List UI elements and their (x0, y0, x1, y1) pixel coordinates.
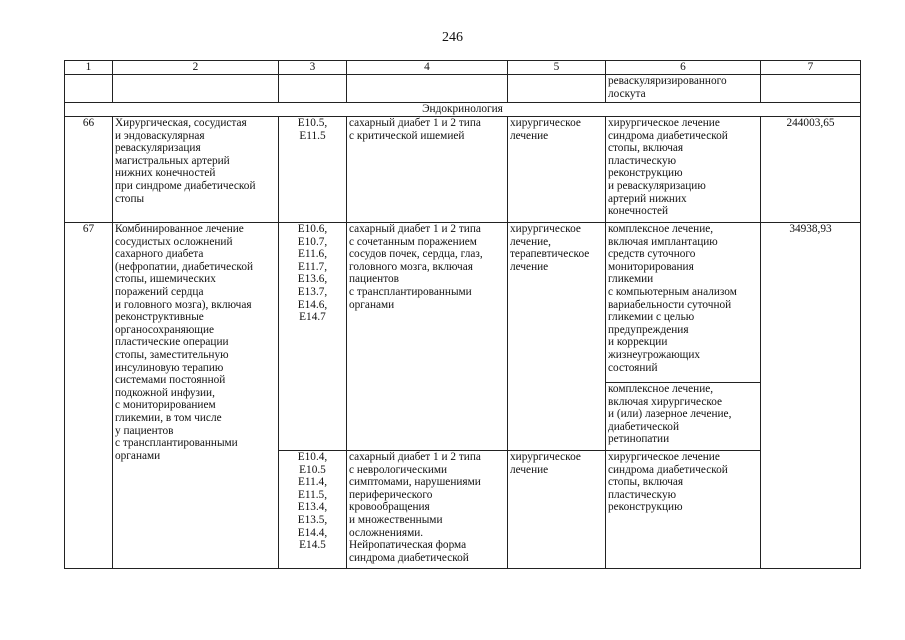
treatment-type: хирургическое лечение (508, 451, 606, 569)
procedure-name: Хирургическая, сосудистая и эндоваскулярная реваскуляризация магистральных артерий нижних конечностей при синдроме диабетической стопы (113, 117, 279, 223)
continuation-method-cell (606, 75, 761, 103)
column-header: 1 (65, 61, 113, 75)
column-header: 5 (508, 61, 606, 75)
section-row (65, 103, 861, 117)
icd-codes: E10.6, E10.7, E11.6, E11.7, E13.6, E13.7, E14.6, E14.7 (279, 223, 347, 451)
cost-value: 34938,93 (761, 223, 861, 569)
row-number: 66 (65, 117, 113, 223)
column-header: 2 (113, 61, 279, 75)
table-row-67 (65, 223, 861, 383)
column-header: 3 (279, 61, 347, 75)
patient-model: сахарный диабет 1 и 2 типа с неврологическими симптомами, нарушениями периферического кровообращения и множественными осложнениями. Нейропатическая форма синдрома диабетической (347, 451, 508, 569)
column-header: 4 (347, 61, 508, 75)
treatment-type: хирургическое лечение, терапевтическое лечение (508, 223, 606, 451)
section-title: Эндокринология (65, 103, 861, 117)
cost-value: 244003,65 (761, 117, 861, 223)
procedures-table (64, 60, 861, 569)
treatment-method: хирургическое лечение синдрома диабетической стопы, включая пластическую реконструкцию (606, 451, 761, 569)
row-number: 67 (65, 223, 113, 569)
procedure-name: Комбинированное лечение сосудистых осложнений сахарного диабета (нефропатии, диабетической стопы, ишемических поражений сердца и головного мозга), включая реконструктивные органосохраняющие пластические операции стопы, заместительную инсулиновую терапию системами постоянной подкожной инфузии, с мониторированием гликемии, в том числе у пациентов с трансплантированными органами (113, 223, 279, 569)
icd-codes: E10.5, E11.5 (279, 117, 347, 223)
column-header: 6 (606, 61, 761, 75)
treatment-method: хирургическое лечение синдрома диабетической стопы, включая пластическую реконструкцию и реваскуляризацию артерий нижних конечностей (606, 117, 761, 223)
treatment-method: комплексное лечение, включая хирургическое и (или) лазерное лечение, диабетической ретинопатии (606, 383, 761, 451)
column-header-row (65, 61, 861, 75)
continuation-row (65, 75, 861, 103)
treatment-method: комплексное лечение, включая имплантацию средств суточного мониторирования гликемии с компьютерным анализом вариабельности суточной гликемии с целью предупреждения и коррекции жизнеугрожающих состояний (606, 223, 761, 383)
table-row-66 (65, 117, 861, 223)
patient-model: сахарный диабет 1 и 2 типа с сочетанным поражением сосудов почек, сердца, глаз, головного мозга, включая пациентов с трансплантированными органами (347, 223, 508, 451)
treatment-type: хирургическое лечение (508, 117, 606, 223)
patient-model: сахарный диабет 1 и 2 типа с критической ишемией (347, 117, 508, 223)
icd-codes: E10.4, E10.5 E11.4, E11.5, E13.4, E13.5, E14.4, E14.5 (279, 451, 347, 569)
method-text: реваскуляризированного лоскута (608, 75, 727, 100)
column-header: 7 (761, 61, 861, 75)
page-number: 246 (442, 30, 463, 45)
